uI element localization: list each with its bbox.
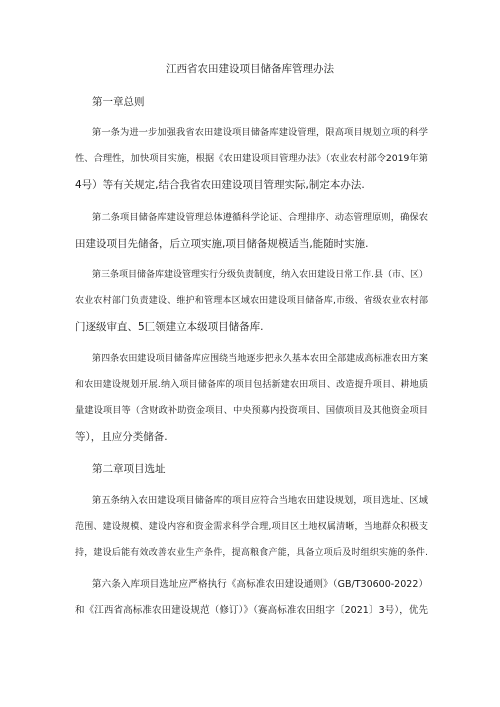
paragraph-line: 和《江西省高标准农田建设规范（修订）》（赛高标准农田组字〔2021〕3号），优先: [75, 605, 428, 616]
chapter-1-heading: 第一章总则: [92, 96, 145, 108]
paragraph-line: 量建设项目等（含财政补助资金项目、中央预募内投资项目、国债项目及其他资金项目: [75, 405, 428, 416]
paragraph-line: 4号）等有关规定,结合我省农田建设项目管理实际,制定本办法.: [75, 179, 365, 191]
paragraph-line: 范围、建设规模、建设内容和资金需求科学合理,项目区土地权属清晰，当地群众积极支: [75, 522, 428, 532]
paragraph-line: 门逐级审直、5匚领建立本级项目储备库.: [75, 321, 264, 333]
paragraph-line: 田建设项目先储备，后立项实施,项目储备规模适当,能随时实施.: [75, 238, 369, 250]
paragraph-line: 第三条项目储备库建设管理实行分级负责制度，纳入农田建设日常工作.县（市、区）: [92, 270, 428, 280]
paragraph-line: 农业农村部门负责建设、维护和管理本区域农田建设项目储备库,市级、省级农业农村部: [75, 296, 428, 306]
paragraph-line: 第五条纳入农田建设项目储备库的项目应符合当地农田建设规划，项目选址、区域: [92, 495, 428, 506]
paragraph-line: 第四条农田建设项目储备库应围绕当地逐步把永久基本农田全部建成高标准农田方案: [92, 354, 428, 364]
document-title: 江西省农田建设项目储备库管理办法: [166, 63, 334, 75]
paragraph-line: 第一条为进一步加强我省农田建设项目储备库建设管理，限高项目规划立项的科学: [92, 127, 428, 138]
paragraph-line: 第二条项目储备库建设管理总体遵循科学论证、合理排序、动态管理原则，确保农: [92, 212, 428, 223]
paragraph-line: 和农田建设规划开展.纳入项目储备库的项目包括新建农田项目、改造提升项目、耕地质: [75, 380, 428, 390]
paragraph-line: 性、合理性，加快项目实施，根据《农田建设项目管理办法》（农业农村部令2019年第: [75, 153, 428, 164]
paragraph-line: 第六条入库项目选址应严格执行《高标准农田建设通则》（GB/T30600-2022）: [92, 579, 428, 590]
chapter-2-heading: 第二章项目选址: [92, 463, 166, 475]
paragraph-line: 等），且应分类储备.: [75, 431, 168, 443]
paragraph-line: 持，建设后能有效改善农业生产条件，提高粮食产能，具备立项后及时组织实施的条件.: [75, 548, 428, 558]
